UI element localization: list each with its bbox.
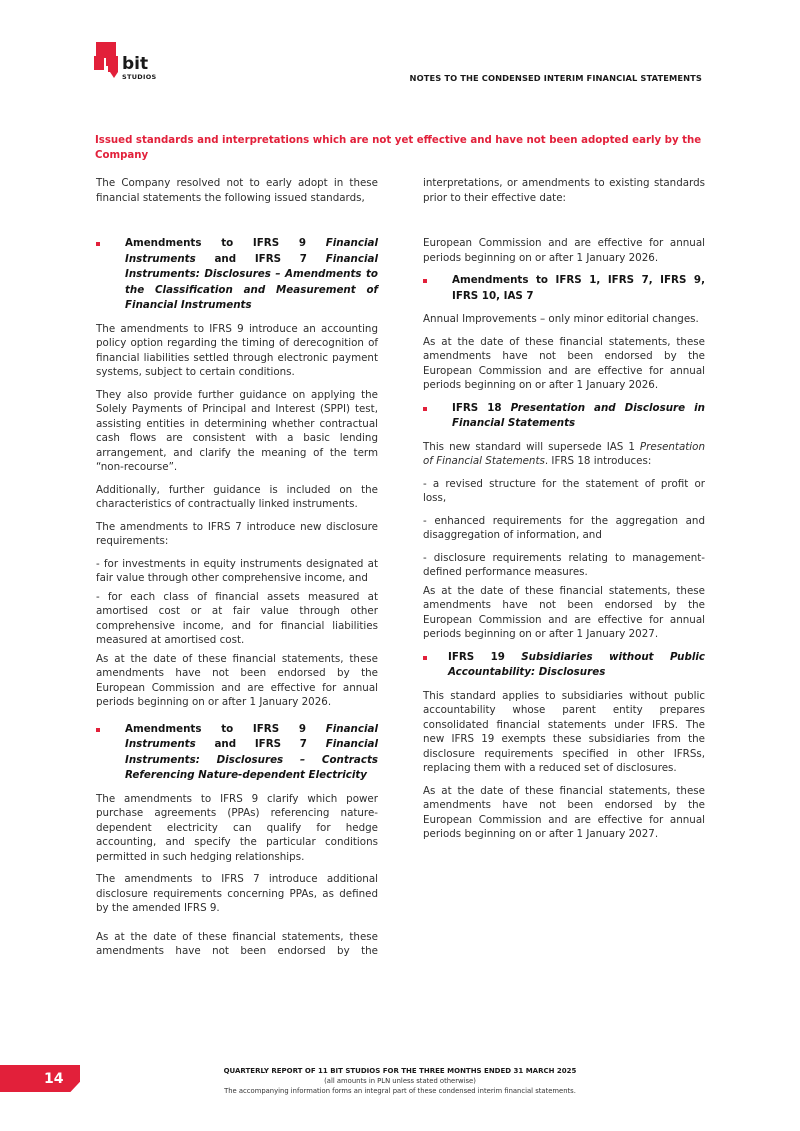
standard-heading-ifrs19: IFRS 19 Subsidiaries without Public Accountability: Disclosures [423,650,705,681]
logo-icon [94,42,174,86]
paragraph: European Commission and are effective for annual periods beginning on or after 1 January 2026. [423,237,705,264]
standard-heading-ifrs9-classification: Amendments to IFRS 9 Financial Instruments and IFRS 7 Financial Instruments: Disclosures – Amendments to the Classification and Measurement of Financial Instruments [96,236,378,314]
paragraph: The amendments to IFRS 9 introduce an accounting policy option regarding the timing of derecognition of financial liabilities settled through electronic payment systems, subject to certain conditions. [96,322,378,378]
paragraph: - enhanced requirements for the aggregation and disaggregation of information, and [423,514,705,541]
bullet-icon [423,279,427,283]
bullet-icon [423,656,427,660]
paragraph: This new standard will supersede IAS 1 Presentation of Financial Statements. IFRS 18 introduces: [423,440,705,467]
company-logo [94,42,174,86]
page-number-tab [0,1065,80,1092]
footer-disclaimer: The accompanying information forms an integral part of these condensed interim financial statements. [224,1087,576,1095]
bullet-icon [423,407,427,411]
footer [180,1066,620,1096]
paragraph: The amendments to IFRS 7 introduce additional disclosure requirements concerning PPAs, as defined by the amended IFRS 9. [96,873,378,914]
standard-heading-annual-improvements: Amendments to IFRS 1, IFRS 7, IFRS 9, IFRS 10, IAS 7 [423,273,705,304]
svg-text:STUDIOS: STUDIOS [122,73,157,81]
standard-heading-ifrs9-electricity: Amendments to IFRS 9 Financial Instruments and IFRS 7 Financial Instruments: Disclosures – Contracts Referencing Nature-dependent Electricity [96,722,378,784]
intro-text-left: The Company resolved not to early adopt in these financial statements the following issued standards, [96,177,378,204]
bullet-icon [96,242,100,246]
paragraph: As at the date of these financial statements, these amendments have not been endorsed by the European Commission and are effective for annual periods beginning on or after 1 January 2026. [96,652,378,708]
intro-text-right: interpretations, or amendments to existing standards prior to their effective date: [423,177,705,204]
right-column [423,236,705,850]
footer-report-title: QUARTERLY REPORT OF 11 BIT STUDIOS FOR THE THREE MONTHS ENDED 31 MARCH 2025 [223,1067,577,1075]
paragraph: Additionally, further guidance is included on the characteristics of contractually linked instruments. [96,483,378,510]
paragraph: - for investments in equity instruments designated at fair value through other comprehensive income, and [96,557,378,584]
left-column [96,236,378,967]
standard-heading-ifrs18: IFRS 18 Presentation and Disclosure in Financial Statements [423,401,705,432]
svg-text:bit: bit [122,54,149,74]
paragraph: - for each class of financial assets measured at amortised cost or at fair value through other comprehensive income, and for financial liabilities measured at amortised cost. [96,590,378,646]
paragraph: - a revised structure for the statement of profit or loss, [423,477,705,504]
paragraph: This standard applies to subsidiaries without public accountability whose parent entity prepares consolidated financial statements under IFRS. The new IFRS 19 exempts these subsidiaries from the disclosure requirements specified in other IFRSs, replacing them with a reduced set of disclosures. [423,689,705,774]
page-number: 14 [44,1071,64,1087]
bullet-icon [96,728,100,732]
section-title: Issued standards and interpretations which are not yet effective and have not been adopted early by the Company [95,135,702,161]
paragraph: As at the date of these financial statements, these amendments have not been endorsed by the [96,930,378,957]
paragraph: As at the date of these financial statements, these amendments have not been endorsed by the European Commission and are effective for annual periods beginning on or after 1 January 2026. [423,335,705,391]
paragraph: - disclosure requirements relating to management-defined performance measures. [423,551,705,578]
header-title: NOTES TO THE CONDENSED INTERIM FINANCIAL STATEMENTS [409,73,702,83]
paragraph: As at the date of these financial statements, these amendments have not been endorsed by the European Commission and are effective for annual periods beginning on or after 1 January 2027. [423,584,705,640]
paragraph: They also provide further guidance on applying the Solely Payments of Principal and Interest (SPPI) test, assisting entities in determining whether contractual cash flows are consistent with a basic lending arrangement, and clarify the meaning of the term “non-recourse”. [96,388,378,473]
footer-currency-note: (all amounts in PLN unless stated otherwise) [324,1077,476,1085]
paragraph: As at the date of these financial statements, these amendments have not been endorsed by the European Commission and are effective for annual periods beginning on or after 1 January 2027. [423,784,705,840]
paragraph: The amendments to IFRS 7 introduce new disclosure requirements: [96,520,378,547]
paragraph: The amendments to IFRS 9 clarify which power purchase agreements (PPAs) referencing nature-dependent electricity can qualify for hedge accounting, and specify the particular conditions permitted in such hedging relationships. [96,792,378,863]
paragraph: Annual Improvements – only minor editorial changes. [423,313,699,325]
